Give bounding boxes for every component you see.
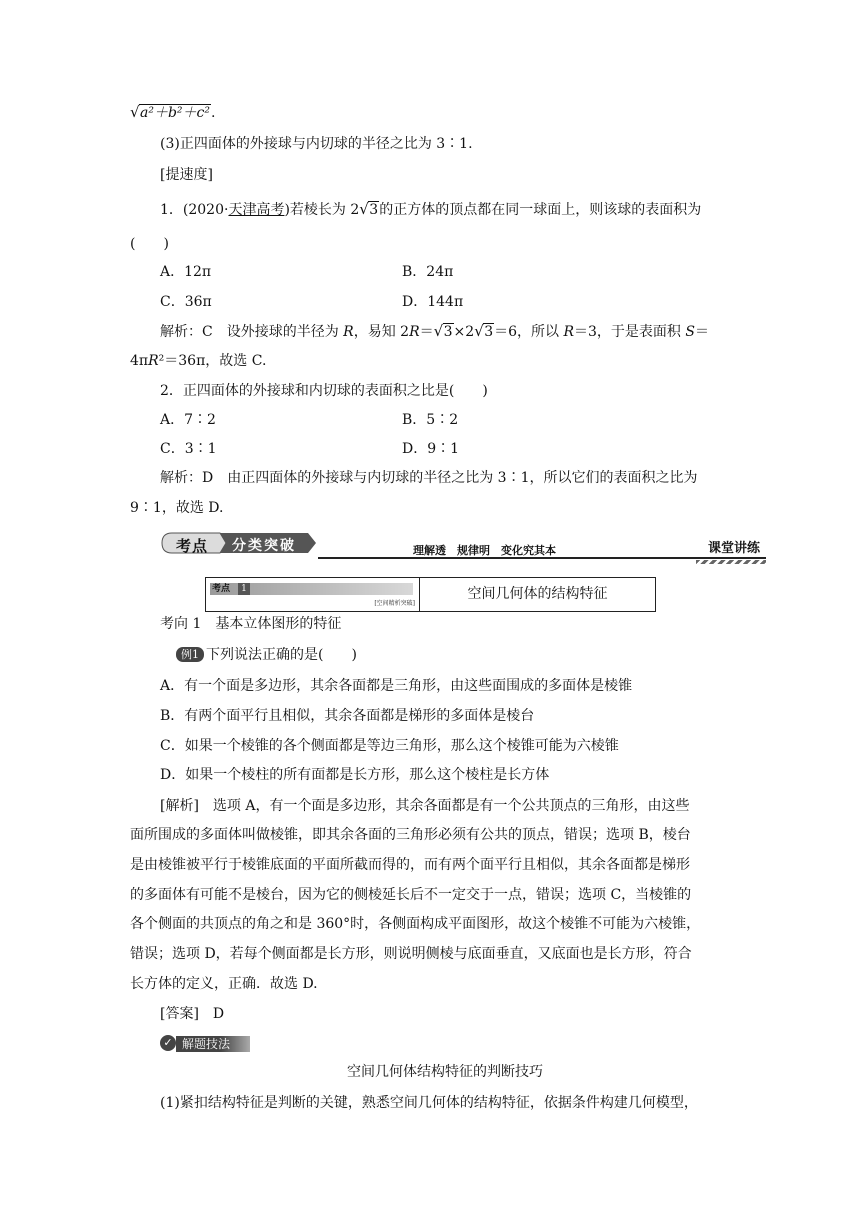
q1-stem-a: 1．(2020·	[160, 202, 229, 218]
analysis-line: [解析] 选项 A，有一个面是多边形，其余各面都是有一个公共顶点的三角形，由这些	[160, 798, 690, 814]
q1-radicand: 3	[484, 324, 494, 340]
kaodian-title: 空间几何体的结构特征	[467, 586, 608, 602]
analysis-line: 面所围成的多面体叫做棱锥，即其余各面的三角形必须有公共的顶点，错误；选项 B，棱台	[130, 827, 691, 843]
q1-source-link: 天津高考	[228, 202, 285, 218]
q1-solution-line2	[130, 351, 266, 371]
example-option-b: B．有两个面平行且相似，其余各面都是梯形的多面体是棱台	[160, 708, 535, 724]
q1-stem	[160, 200, 701, 220]
var-r: R	[343, 324, 354, 340]
sqrt-sign	[359, 200, 379, 220]
check-icon: ✓	[160, 1035, 176, 1051]
ratio-note: (3)正四面体的外接球与内切球的半径之比为 3∶1.	[160, 136, 473, 152]
q1-sol-f: ＝3，于是表面积	[574, 324, 686, 340]
q1-option-b: B．24π	[402, 264, 454, 280]
q1-sol-c: ＝	[419, 324, 434, 340]
var-r: R	[148, 353, 159, 369]
radicand: a²＋b²＋c²	[140, 105, 210, 121]
var-r: R	[409, 324, 420, 340]
section-banner	[160, 531, 766, 561]
example-stem	[176, 645, 357, 665]
q2-option-a: A．7∶2	[160, 412, 216, 428]
example-stem-text: 下列说法正确的是( )	[206, 647, 357, 663]
banner-category: 分类突破	[232, 538, 296, 554]
q1-sol-g: ＝	[694, 324, 709, 340]
q1-sol2-b: ²＝36π，故选 C.	[158, 353, 267, 369]
analysis-line: 各个侧面的共顶点的角之和是 360°时，各侧面构成平面图形，故这个棱锥不可能为六棱锥，	[130, 916, 701, 932]
banner-mottos: 理解透 规律明 变化究其本	[413, 544, 556, 557]
example-badge: 例1	[176, 647, 204, 662]
speed-header: [提速度]	[160, 167, 213, 183]
q2-option-b: B．5∶2	[402, 412, 459, 428]
banner-right-label: 课堂讲练	[707, 541, 760, 556]
example-option-c: C．如果一个棱锥的各个侧面都是等边三角形，那么这个棱锥可能为六棱锥	[160, 738, 619, 754]
technique-badge-label: 解题技法	[182, 1037, 231, 1051]
q1-option-c: C．36π	[160, 294, 212, 310]
q1-option-a: A．12π	[160, 264, 212, 280]
kaodian-box-left	[206, 578, 420, 611]
formula-fragment	[130, 103, 215, 123]
var-r: R	[563, 324, 575, 340]
q1-option-d: D．144π	[402, 294, 464, 310]
q1-sol-e: ＝6，所以	[494, 324, 564, 340]
q2-solution-line2: 9∶1，故选 D.	[130, 500, 224, 516]
var-s: S	[685, 324, 695, 340]
q1-solution-line1	[160, 322, 709, 342]
sqrt-sign	[130, 103, 211, 123]
q1-paren: ( )	[130, 236, 169, 252]
kaodian-tab-sub: [空间精析突破]	[374, 600, 415, 607]
formula-tail: .	[211, 105, 216, 121]
kaodian-tab-label: 考点	[212, 584, 231, 594]
sqrt-sign	[474, 322, 494, 342]
q2-solution-line1: 解析：D 由正四面体的外接球与内切球的半径之比为 3∶1，所以它们的表面积之比为	[160, 470, 698, 486]
technique-title: 空间几何体结构特征的判断技巧	[347, 1064, 543, 1080]
example-option-a: A．有一个面是多边形，其余各面都是三角形，由这些面围成的多面体是棱锥	[160, 678, 633, 694]
technique-badge	[160, 1035, 250, 1053]
q1-radicand: 3	[369, 202, 379, 218]
q1-stem-b: )若棱长为 2	[284, 202, 360, 218]
kaodian-tab-number: 1	[238, 583, 250, 595]
q2-option-c: C．3∶1	[160, 441, 217, 457]
q1-sol-d: ×2	[453, 324, 475, 340]
example-option-d: D．如果一个棱柱的所有面都是长方形，那么这个棱柱是长方体	[160, 767, 550, 783]
q2-option-d: D．9∶1	[402, 441, 460, 457]
q1-stem-c: 的正方体的顶点都在同一球面上，则该球的表面积为	[379, 202, 702, 218]
sqrt-sign	[434, 322, 454, 342]
analysis-line: 长方体的定义，正确．故选 D.	[130, 976, 318, 992]
technique-paragraph: (1)紧扣结构特征是判断的关键，熟悉空间几何体的结构特征，依据条件构建几何模型，	[160, 1095, 698, 1111]
q1-radicand: 3	[443, 324, 453, 340]
banner-rule	[318, 557, 766, 559]
q2-stem: 2．正四面体的外接球和内切球的表面积之比是( )	[160, 383, 488, 399]
kaodian-box	[205, 577, 656, 612]
answer-line: [答案] D	[160, 1006, 225, 1022]
q1-sol2-a: 4π	[130, 353, 149, 369]
kaoxiang-heading: 考向 1 基本立体图形的特征	[160, 616, 342, 632]
analysis-line: 的多面体有可能不是棱台，因为它的侧棱延长后不一定交于一点，错误；选项 C，当棱锥的	[130, 887, 692, 903]
analysis-line: 错误；选项 D，若每个侧面都是长方形，则说明侧棱与底面垂直，又底面也是长方形，符合	[130, 946, 692, 962]
banner-dash-decoration	[696, 560, 766, 564]
q1-sol-a: 解析：C 设外接球的半径为	[160, 324, 344, 340]
q1-sol-b: ，易知 2	[353, 324, 410, 340]
analysis-line: 是由棱锥被平行于棱锥底面的平面所截而得的，而有两个面平行且相似，其余各面都是梯形	[130, 857, 690, 873]
banner-kaodian: 考点	[176, 537, 209, 555]
